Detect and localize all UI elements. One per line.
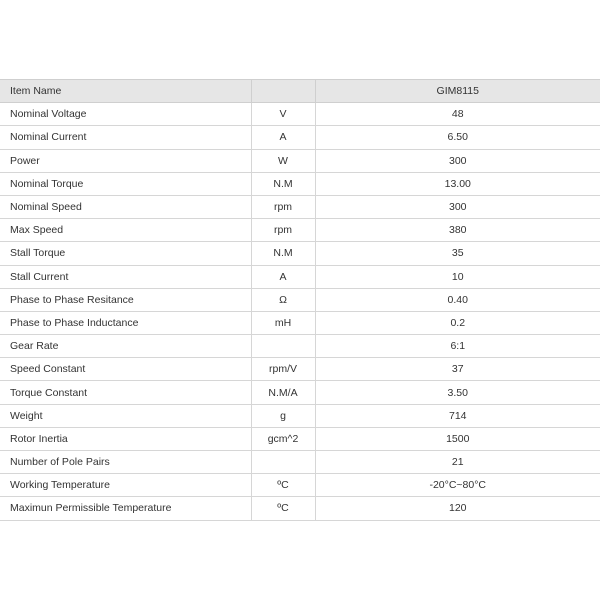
spec-value-cell: 10: [315, 265, 600, 288]
spec-unit-cell: mH: [251, 311, 315, 334]
spec-unit-cell: W: [251, 149, 315, 172]
table-row: [0, 497, 600, 520]
table-row: [0, 265, 600, 288]
spec-name-cell: Max Speed: [0, 219, 251, 242]
spec-unit-cell: ºC: [251, 497, 315, 520]
spec-value-cell: 13.00: [315, 172, 600, 195]
table-row: [0, 126, 600, 149]
spec-name-cell: Speed Constant: [0, 358, 251, 381]
spec-name-cell: Nominal Current: [0, 126, 251, 149]
table-row: [0, 335, 600, 358]
table-row: [0, 427, 600, 450]
spec-value-cell: 120: [315, 497, 600, 520]
spec-unit-cell: N.M: [251, 242, 315, 265]
spec-name-cell: Power: [0, 149, 251, 172]
spec-unit-cell: rpm/V: [251, 358, 315, 381]
spec-value-cell: 714: [315, 404, 600, 427]
spec-name-cell: Phase to Phase Resitance: [0, 288, 251, 311]
table-row: [0, 288, 600, 311]
spec-value-cell: 380: [315, 219, 600, 242]
spec-name-cell: Phase to Phase Inductance: [0, 311, 251, 334]
spec-unit-cell: V: [251, 103, 315, 126]
table-row: [0, 358, 600, 381]
spec-name-cell: Weight: [0, 404, 251, 427]
spec-name-cell: Maximun Permissible Temperature: [0, 497, 251, 520]
table-row: [0, 195, 600, 218]
spec-value-cell: 0.40: [315, 288, 600, 311]
spec-name-cell: Nominal Voltage: [0, 103, 251, 126]
header-item-name: Item Name: [0, 80, 251, 103]
spec-value-cell: 37: [315, 358, 600, 381]
spec-unit-cell: N.M/A: [251, 381, 315, 404]
table-body: [0, 103, 600, 520]
table-row: [0, 311, 600, 334]
header-model: GIM8115: [315, 80, 600, 103]
spec-name-cell: Gear Rate: [0, 335, 251, 358]
spec-value-cell: 35: [315, 242, 600, 265]
header-unit: [251, 80, 315, 103]
spec-name-cell: Working Temperature: [0, 474, 251, 497]
spec-unit-cell: A: [251, 126, 315, 149]
spec-table: [0, 79, 600, 521]
spec-name-cell: Nominal Torque: [0, 172, 251, 195]
spec-name-cell: Stall Current: [0, 265, 251, 288]
spec-unit-cell: N.M: [251, 172, 315, 195]
spec-value-cell: 3.50: [315, 381, 600, 404]
spec-unit-cell: gcm^2: [251, 427, 315, 450]
spec-unit-cell: rpm: [251, 219, 315, 242]
spec-value-cell: 48: [315, 103, 600, 126]
spec-unit-cell: Ω: [251, 288, 315, 311]
spec-name-cell: Nominal Speed: [0, 195, 251, 218]
table-row: [0, 149, 600, 172]
table-row: [0, 474, 600, 497]
table-row: [0, 381, 600, 404]
spec-value-cell: 21: [315, 451, 600, 474]
spec-value-cell: 6.50: [315, 126, 600, 149]
spec-value-cell: 0.2: [315, 311, 600, 334]
spec-name-cell: Stall Torque: [0, 242, 251, 265]
spec-value-cell: 300: [315, 149, 600, 172]
spec-value-cell: 300: [315, 195, 600, 218]
spec-name-cell: Rotor Inertia: [0, 427, 251, 450]
spec-unit-cell: [251, 335, 315, 358]
table-row: [0, 242, 600, 265]
spec-name-cell: Number of Pole Pairs: [0, 451, 251, 474]
spec-value-cell: 6:1: [315, 335, 600, 358]
spec-unit-cell: ºC: [251, 474, 315, 497]
spec-name-cell: Torque Constant: [0, 381, 251, 404]
spec-unit-cell: rpm: [251, 195, 315, 218]
table-row: [0, 219, 600, 242]
spec-value-cell: -20°C~80°C: [315, 474, 600, 497]
spec-value-cell: 1500: [315, 427, 600, 450]
spec-unit-cell: g: [251, 404, 315, 427]
table-header-row: [0, 80, 600, 103]
spec-unit-cell: A: [251, 265, 315, 288]
table-row: [0, 404, 600, 427]
table-row: [0, 172, 600, 195]
spec-unit-cell: [251, 451, 315, 474]
table-row: [0, 103, 600, 126]
table-row: [0, 451, 600, 474]
